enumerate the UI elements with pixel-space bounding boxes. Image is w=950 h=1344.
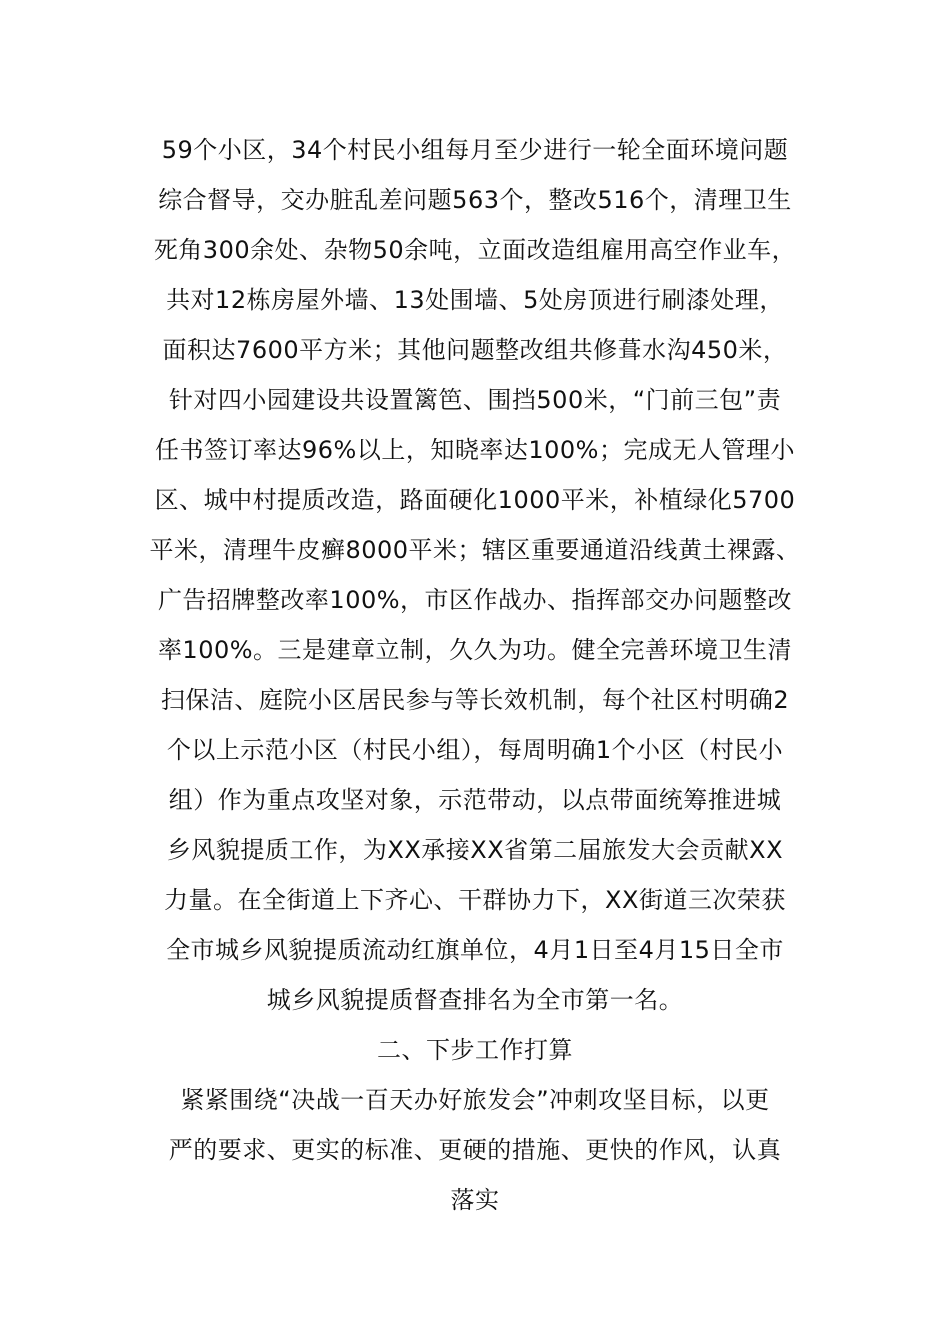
body-line: 任书签订率达96%以上，知晓率达100%；完成无人管理小 <box>155 436 795 464</box>
body-line: 区、城中村提质改造，路面硬化1000平米，补植绿化5700 <box>154 486 796 514</box>
body-line: 力量。在全街道上下齐心、干群协力下，XX街道三次荣获 <box>164 886 786 914</box>
body-line: 59个小区，34个村民小组每月至少进行一轮全面环境问题 <box>161 136 789 164</box>
body-line: 针对四小园建设共设置篱笆、围挡500米，“门前三包”责 <box>168 386 782 414</box>
body-line: 扫保洁、庭院小区居民参与等长效机制，每个社区村明确2 <box>160 686 790 714</box>
body-line: 组）作为重点攻坚对象，示范带动，以点带面统筹推进城 <box>168 786 782 814</box>
section-heading: 二、下步工作打算 <box>377 1036 573 1064</box>
body-line: 综合督导，交办脏乱差问题563个，整改516个，清理卫生 <box>158 186 792 214</box>
body-line: 广告招牌整改率100%，市区作战办、指挥部交办问题整改 <box>157 586 793 614</box>
body-line: 率100%。三是建章立制，久久为功。健全完善环境卫生清 <box>157 636 793 664</box>
body-line: 面积达7600平方米；其他问题整改组共修葺水沟450米， <box>162 336 788 364</box>
body-line: 城乡风貌提质督查排名为全市第一名。 <box>266 986 684 1014</box>
body-line: 全市城乡风貌提质流动红旗单位，4月1日至4月15日全市 <box>166 936 784 964</box>
body-line: 平米，清理牛皮癣8000平米；辖区重要通道沿线黄土裸露、 <box>149 536 801 564</box>
body-line: 乡风貌提质工作，为XX承接XX省第二届旅发大会贡献XX <box>166 836 784 864</box>
closing-line: 严的要求、更实的标准、更硬的措施、更快的作风，认真 <box>168 1136 782 1164</box>
closing-line: 紧紧围绕“决战一百天办好旅发会”冲刺攻坚目标，以更 <box>180 1086 770 1114</box>
body-line: 死角300余处、杂物50余吨，立面改造组雇用高空作业车， <box>153 236 797 264</box>
body-line: 个以上示范小区（村民小组），每周明确1个小区（村民小 <box>166 736 784 764</box>
closing-line: 落实 <box>450 1186 500 1214</box>
body-line: 共对12栋房屋外墙、13处围墙、5处房顶进行刷漆处理， <box>166 286 784 314</box>
